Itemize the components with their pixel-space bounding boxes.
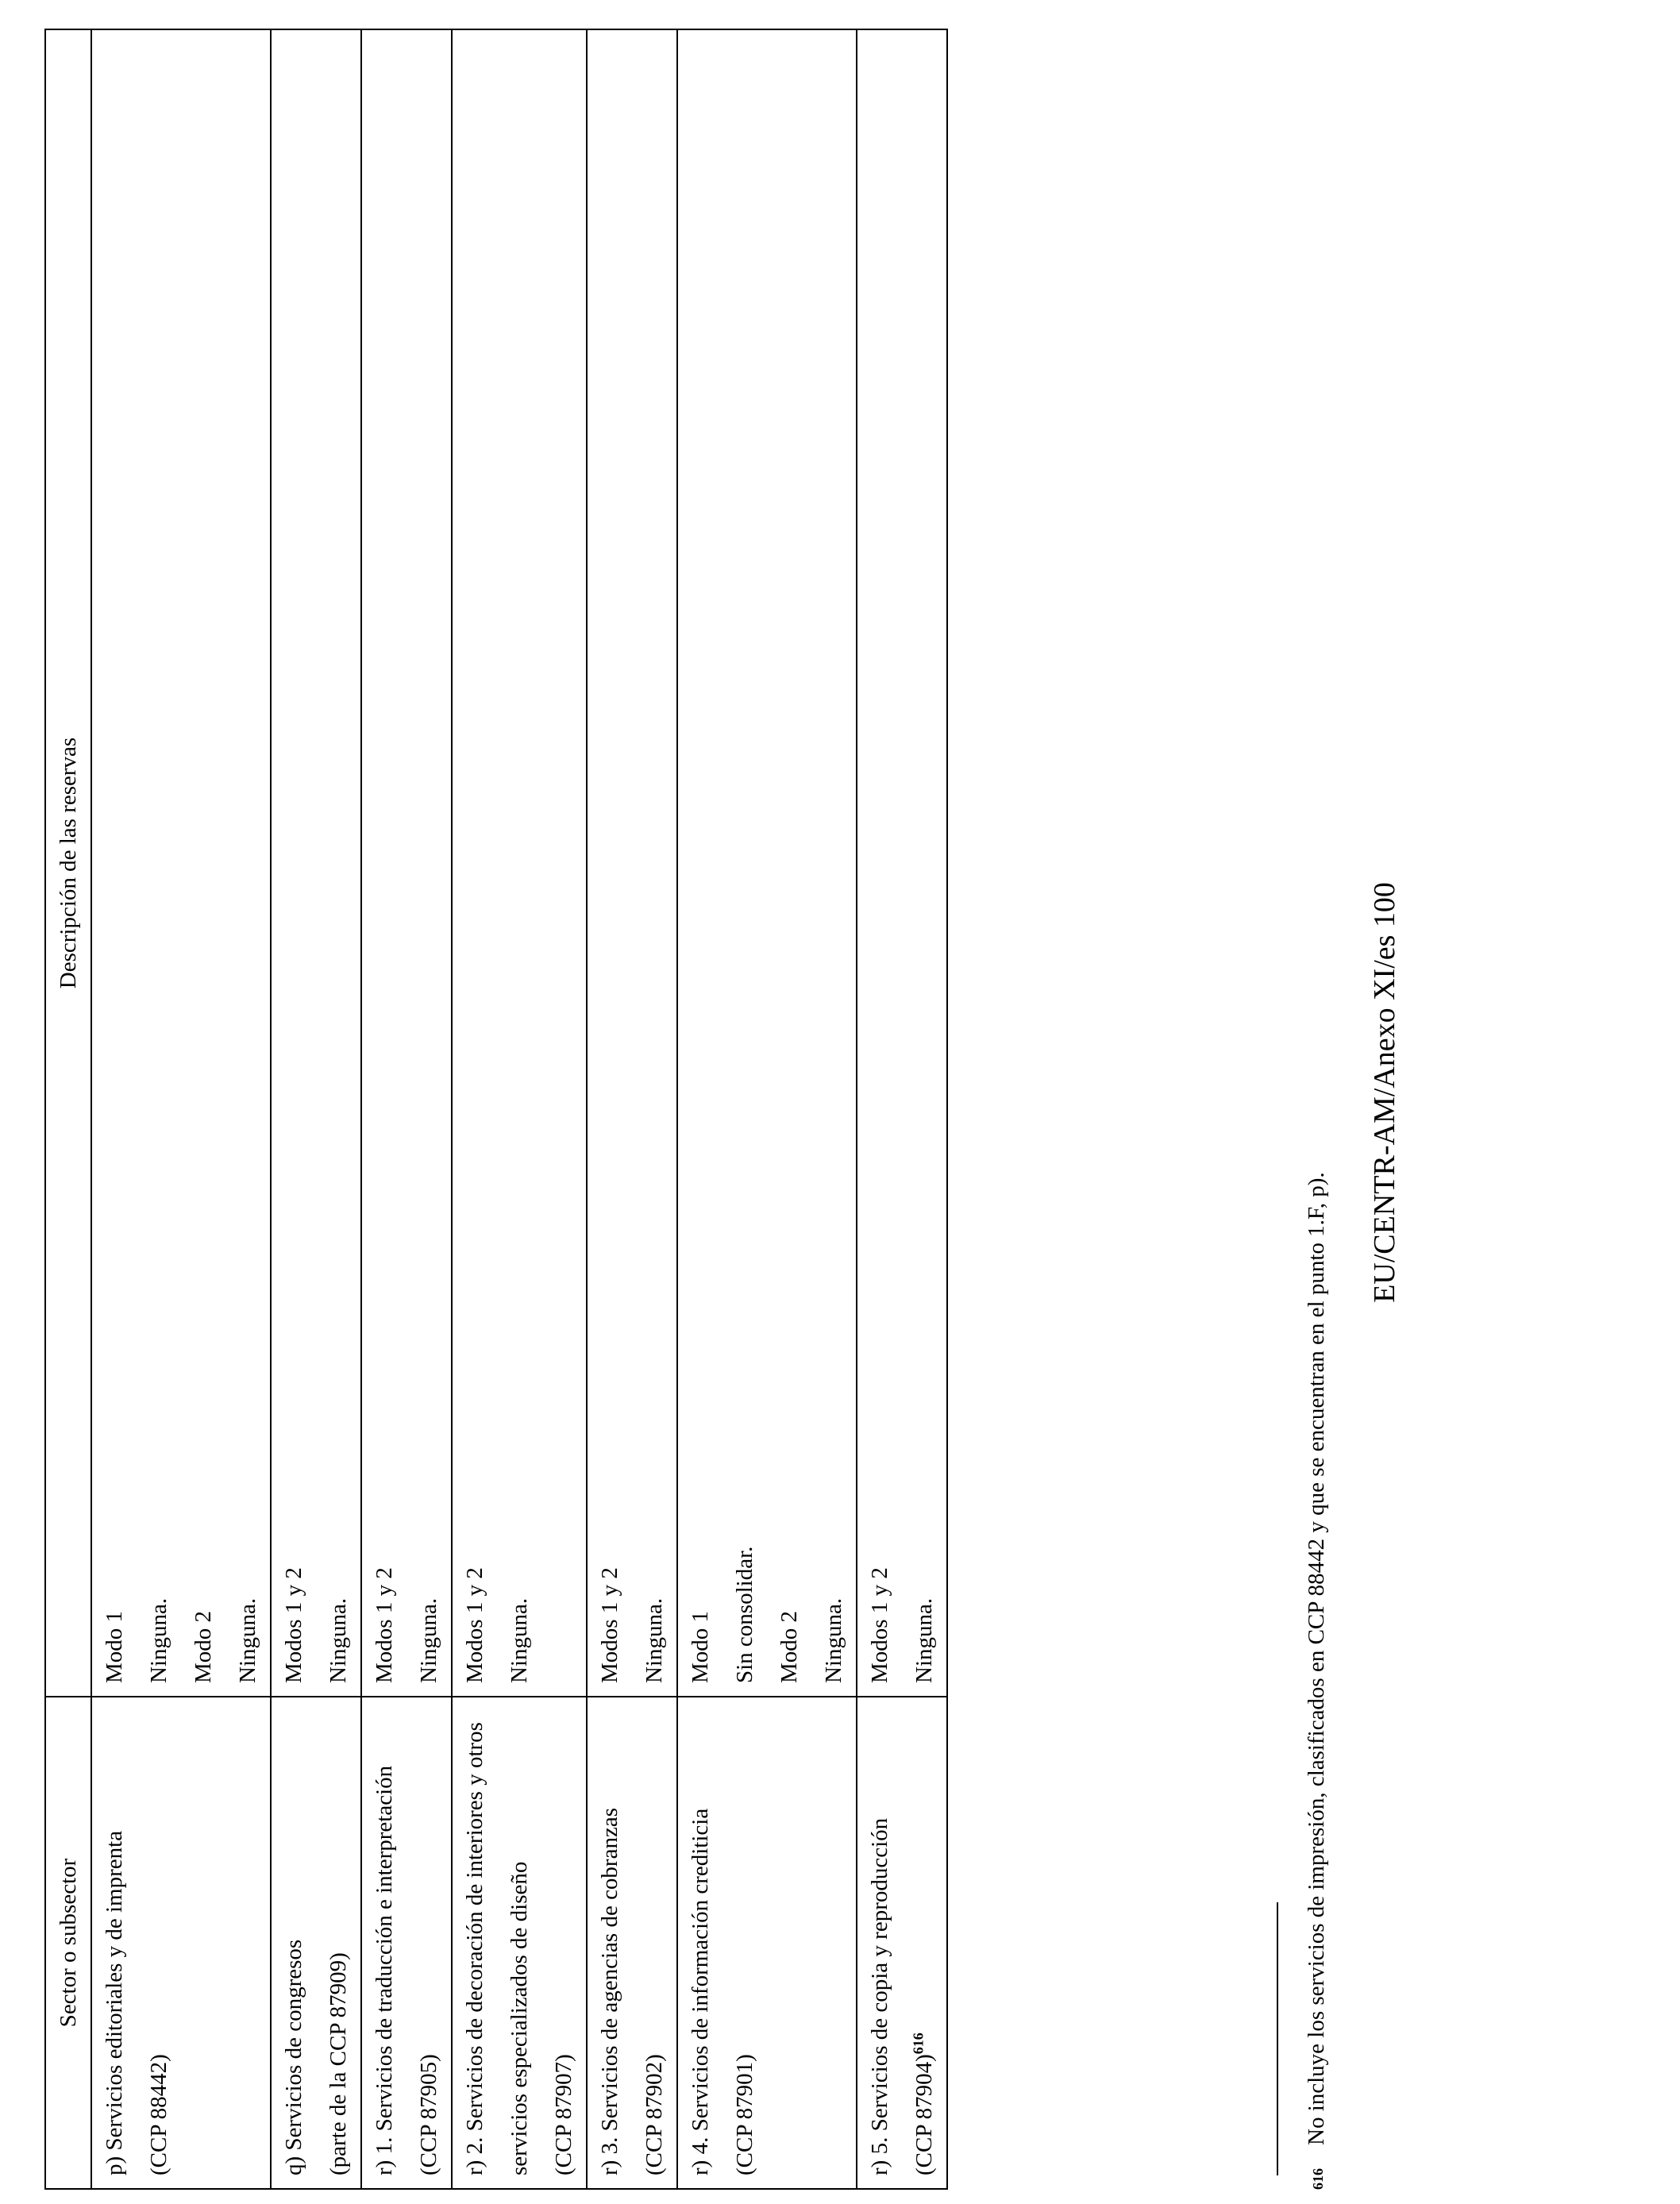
- table-row: [857, 29, 947, 2189]
- description-cell: [857, 29, 947, 1697]
- sector-line: q) Servicios de congresos: [281, 1939, 306, 2175]
- footnote: [1300, 681, 1334, 2190]
- description-cell: [587, 29, 677, 1697]
- sector-line: (CCP 87907): [551, 2054, 576, 2175]
- sector-cell: [271, 1697, 361, 2189]
- table-row: [452, 29, 587, 2189]
- sector-line: p) Servicios editoriales y de imprenta: [102, 1830, 127, 2175]
- footnote-divider: [1277, 1902, 1278, 2175]
- description-cell: [452, 29, 587, 1697]
- sector-cell: [91, 1697, 271, 2189]
- description-line: Modo 2: [776, 1610, 802, 1683]
- description-line: Modo 1: [102, 1610, 127, 1683]
- sector-line: (CCP 87901): [732, 2054, 757, 2175]
- footnote-number: 616: [1310, 2168, 1327, 2190]
- description-line: Modos 1 y 2: [867, 1567, 892, 1683]
- description-line: Modo 2: [191, 1610, 216, 1683]
- description-line: Ninguna.: [911, 1597, 937, 1683]
- description-line: Ninguna.: [235, 1597, 260, 1683]
- table-row: [677, 29, 857, 2189]
- description-line: Ninguna.: [146, 1597, 171, 1683]
- sector-cell: [587, 1697, 677, 2189]
- sector-line: (CCP 88442): [146, 2054, 171, 2175]
- description-line: Modos 1 y 2: [372, 1567, 397, 1683]
- sector-line: (CCP 87902): [642, 2054, 667, 2175]
- table-row: [91, 29, 271, 2189]
- footnote-reference[interactable]: 616: [910, 2033, 927, 2055]
- description-cell: [677, 29, 857, 1697]
- header-sector: Sector o subsector: [45, 1697, 91, 2189]
- description-line: Ninguna.: [326, 1597, 351, 1683]
- description-line: Ninguna.: [821, 1597, 846, 1683]
- sector-line: r) 4. Servicios de información crediticia: [688, 1808, 713, 2175]
- description-line: Ninguna.: [642, 1597, 667, 1683]
- sector-line: r) 1. Servicios de traducción e interpretación: [372, 1765, 397, 2175]
- description-line: Modos 1 y 2: [462, 1567, 487, 1683]
- sector-line-text: (CCP 87904): [911, 2054, 937, 2175]
- sector-cell: [677, 1697, 857, 2189]
- sector-line-with-footnote: [902, 1710, 946, 2175]
- sector-cell: [857, 1697, 947, 2189]
- page-reference: EU/CENTR-AM/Anexo XI/es 100: [1368, 882, 1401, 1303]
- description-line: Ninguna.: [507, 1597, 532, 1683]
- table-row: [587, 29, 677, 2189]
- description-line: Ninguna.: [416, 1597, 441, 1683]
- description-line: Modos 1 y 2: [281, 1567, 306, 1683]
- sector-line: r) 3. Servicios de agencias de cobranzas: [597, 1808, 622, 2175]
- description-line: Modos 1 y 2: [597, 1567, 622, 1683]
- table-header-row: [45, 29, 91, 2189]
- description-cell: [271, 29, 361, 1697]
- sector-line: servicios especializados de diseño: [507, 1861, 532, 2175]
- table-row: [271, 29, 361, 2189]
- sector-cell: [452, 1697, 587, 2189]
- table-row: [361, 29, 452, 2189]
- footnote-text: No incluye los servicios de impresión, clasificados en CCP 88442 y que se encuentran en el punto 1.F, p).: [1304, 1172, 1329, 2145]
- reservations-table: [44, 29, 948, 2190]
- sector-cell: [361, 1697, 452, 2189]
- sector-line: r) 2. Servicios de decoración de interiores y otros: [462, 1722, 487, 2175]
- description-cell: [361, 29, 452, 1697]
- sector-line: r) 5. Servicios de copia y reproducción: [867, 1817, 892, 2175]
- description-cell: [91, 29, 271, 1697]
- header-description: Descripción de las reservas: [45, 29, 91, 1697]
- description-line: Sin consolidar.: [732, 1546, 757, 1683]
- sector-line: (parte de la CCP 87909): [326, 1952, 351, 2175]
- sector-line: (CCP 87905): [416, 2054, 441, 2175]
- description-line: Modo 1: [688, 1610, 713, 1683]
